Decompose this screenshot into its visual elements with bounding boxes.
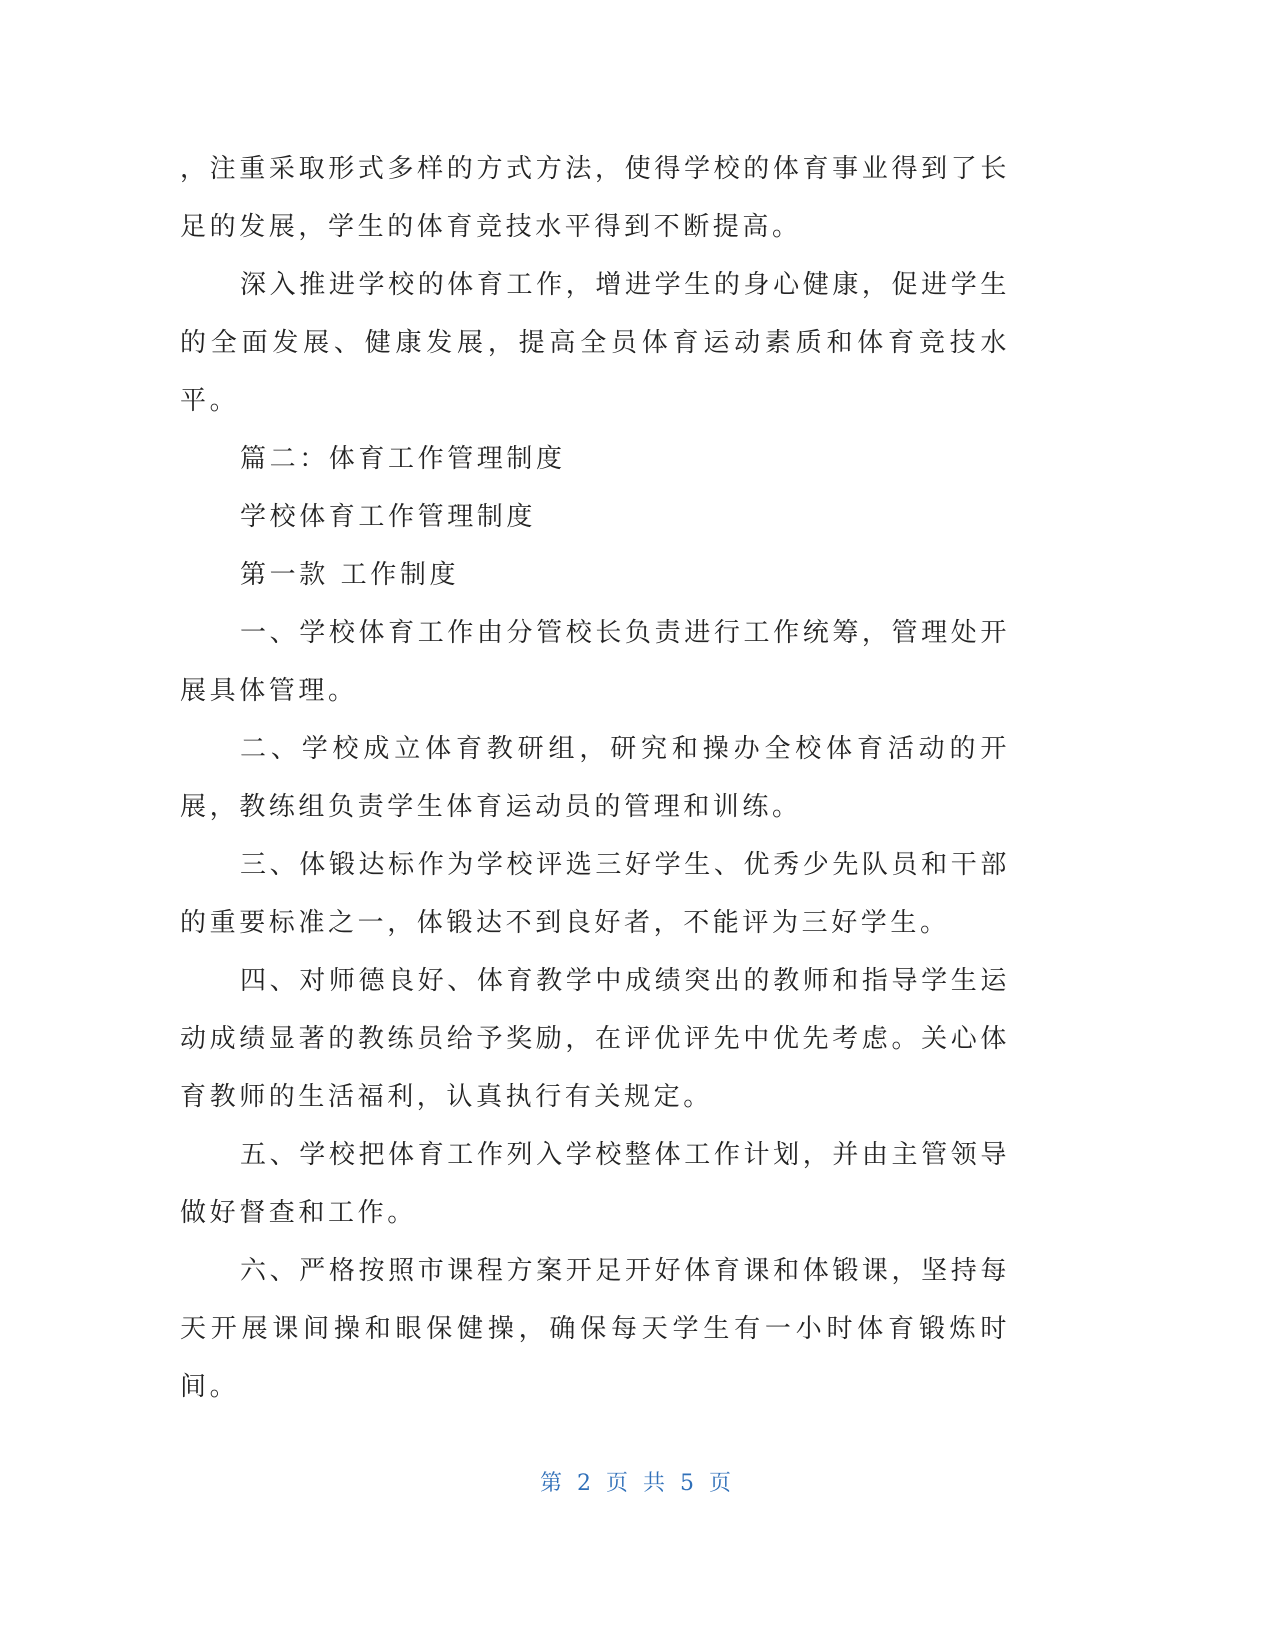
rule-item-1: 一、学校体育工作由分管校长负责进行工作统筹，管理处开展具体管理。	[180, 618, 1010, 706]
document-body	[180, 140, 1010, 1416]
rule-item-3: 三、体锻达标作为学校评选三好学生、优秀少先队员和干部的重要标准之一，体锻达不到良好者，不能评为三好学生。	[180, 850, 1010, 938]
page-number-footer: 第 2 页 共 5 页	[540, 1471, 735, 1496]
section-heading: 篇二：体育工作管理制度	[240, 444, 566, 474]
rule-item-6: 六、严格按照市课程方案开足开好体育课和体锻课，坚持每天开展课间操和眼保健操，确保每天学生有一小时体育锻炼时间。	[180, 1256, 1010, 1402]
document-title: 学校体育工作管理制度	[240, 502, 537, 532]
clause-heading: 第一款 工作制度	[240, 560, 460, 590]
paragraph-2: 深入推进学校的体育工作，增进学生的身心健康，促进学生的全面发展、健康发展，提高全员体育运动素质和体育竞技水平。	[180, 270, 1010, 416]
rule-item-2: 二、学校成立体育教研组，研究和操办全校体育活动的开展，教练组负责学生体育运动员的管理和训练。	[180, 734, 1010, 822]
paragraph-1: ，注重采取形式多样的方式方法，使得学校的体育事业得到了长足的发展，学生的体育竞技水平得到不断提高。	[180, 154, 1010, 242]
rule-item-4: 四、对师德良好、体育教学中成绩突出的教师和指导学生运动成绩显著的教练员给予奖励，在评优评先中优先考虑。关心体育教师的生活福利，认真执行有关规定。	[180, 966, 1010, 1112]
rule-item-5: 五、学校把体育工作列入学校整体工作计划，并由主管领导做好督查和工作。	[180, 1140, 1010, 1228]
